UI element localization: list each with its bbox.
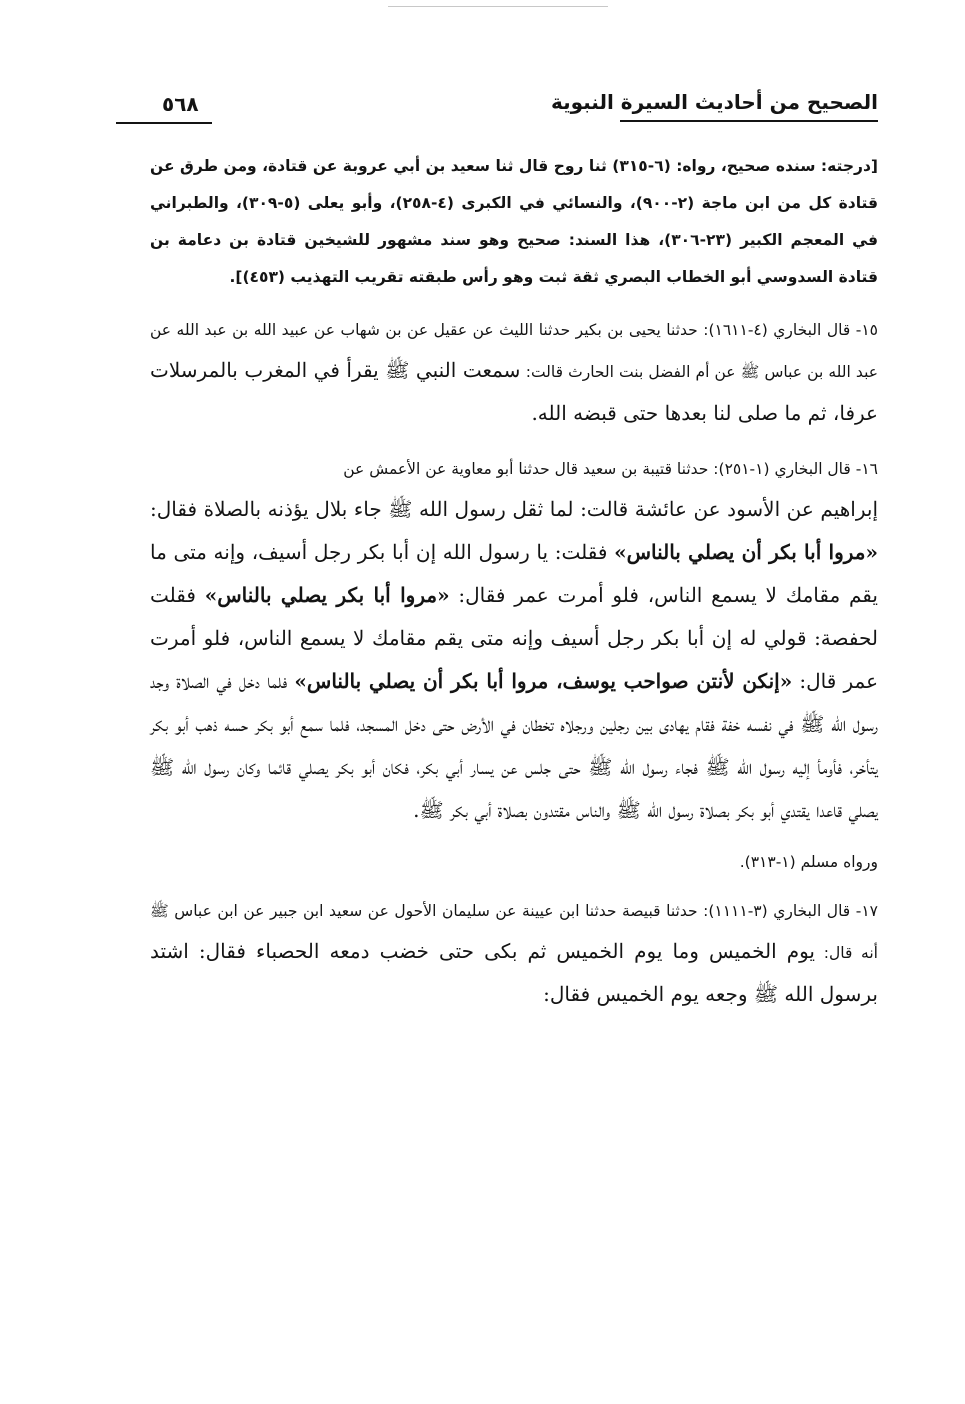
matn-text: فلما دخل في الصلاة وجد رسول الله ﷺ في نفسه خفة فقام يهادى بين رجلين ورجلاه تخطان في الأرض حتى دخل المسجد، فلما سمع أبو بكر حسه ذهب أبو بكر يتأخر، فأومأ إليه رسول الله ﷺ فجاء رسول الله ﷺ حتى جلس عن يسار أبي بكر، فكان أبو بكر يصلي قائما وكان رسول الله ﷺ يصلي قاعدا يقتدي أبو بكر بصلاة رسول الله ﷺ والناس مقتدون بصلاة أبي بكر ﷺ. [150, 669, 878, 822]
page-body [150, 148, 878, 1016]
hadith-17-matn: يوم الخميس وما يوم الخميس ثم بكى حتى خضب دمعه الحصباء فقال: اشتد برسول الله ﷺ وجعه يوم الخميس فقال: [150, 939, 878, 1006]
title-underline [620, 120, 878, 122]
matn-text: إبراهيم عن الأسود عن عائشة قالت: لما ثقل رسول الله ﷺ جاء بلال يؤذنه بالصلاة فقال: [150, 497, 878, 521]
hadith-17 [150, 893, 878, 1016]
running-title: الصحيح من أحاديث السيرة النبوية [550, 90, 878, 114]
hadith-15 [150, 312, 878, 435]
hadith-17-isnad: ١٧- قال البخاري (٣-١١١١): حدثنا قبيصة حدثنا ابن عيينة عن سليمان الأحول عن سعيد ابن جبير عن ابن عباس ﷺ أنه قال: [150, 902, 879, 962]
hadith-15-isnad: ١٥- قال البخاري (٤-١٦١١): حدثنا يحيى بن بكير حدثنا الليث عن عقيل عن بن شهاب عن عبيد الله بن عبد الله عن عبد الله بن عباس ﷺ عن أم الفضل بنت الحارث قالت: [150, 321, 878, 381]
muslim-reference: ورواه مسلم (١-٣١٣). [739, 853, 878, 871]
paragraph-gap [150, 435, 878, 451]
page-header [118, 84, 878, 128]
matn-text: فقلت لحفصة: قولي له إن أبا بكر رجل أسيف وإنه متى يقم مقامك لا يسمع الناس، فلو أمرت عمر قال: [150, 583, 879, 693]
hadith-16-matn [150, 488, 878, 832]
page-number: ٥٦٨ [162, 92, 199, 116]
grade-note: [درجته: سنده صحيح، رواه: (٦-٣١٥) ثنا روح قال ثنا سعيد بن أبي عروبة عن قتادة، ومن طرق عن قتادة كل من ابن ماجة (٢-٩٠٠)، والنسائي في الكبرى (٤-٢٥٨)، وأبو يعلى (٥-٣٠٩)، والطبراني في المعجم الكبير (٢٣-٣٠٦)، هذا السند: صحيح وهو سند مشهور للشيخين قتادة بن دعامة بن قتادة السدوسي أبو الخطاب البصري ثقة ثبت وهو رأس طبقته تقريب التهذيب (٤٥٣)]. [150, 157, 878, 286]
hadith-16-isnad: ١٦- قال البخاري (١-٢٥١): حدثنا قتيبة بن سعيد قال حدثنا أبو معاوية عن الأعمش عن [343, 460, 878, 478]
paragraph-gap [150, 832, 878, 844]
prophet-quote: «مروا أبا بكر يصلي بالناس» [204, 583, 450, 607]
matn-text: فقلت: يا رسول الله إن أبا بكر رجل أسيف، وإنه متى ما يقم مقامك لا يسمع الناس، فلو أمرت عمر فقال: [150, 540, 878, 607]
top-rule [388, 6, 608, 7]
prophet-quote: «إنكن لأنتن صواحب يوسف، مروا أبا بكر أن يصلي بالناس» [294, 669, 793, 693]
hadith-15-matn: سمعت النبي ﷺ يقرأ في المغرب بالمرسلات عرفا، ثم ما صلى لنا بعدها حتى قبضه الله. [150, 358, 878, 425]
page-number-underline [116, 122, 212, 124]
prophet-quote: «مروا أبا بكر أن يصلي بالناس» [614, 540, 878, 564]
paragraph-gap [150, 881, 878, 893]
paragraph-gap [150, 296, 878, 312]
